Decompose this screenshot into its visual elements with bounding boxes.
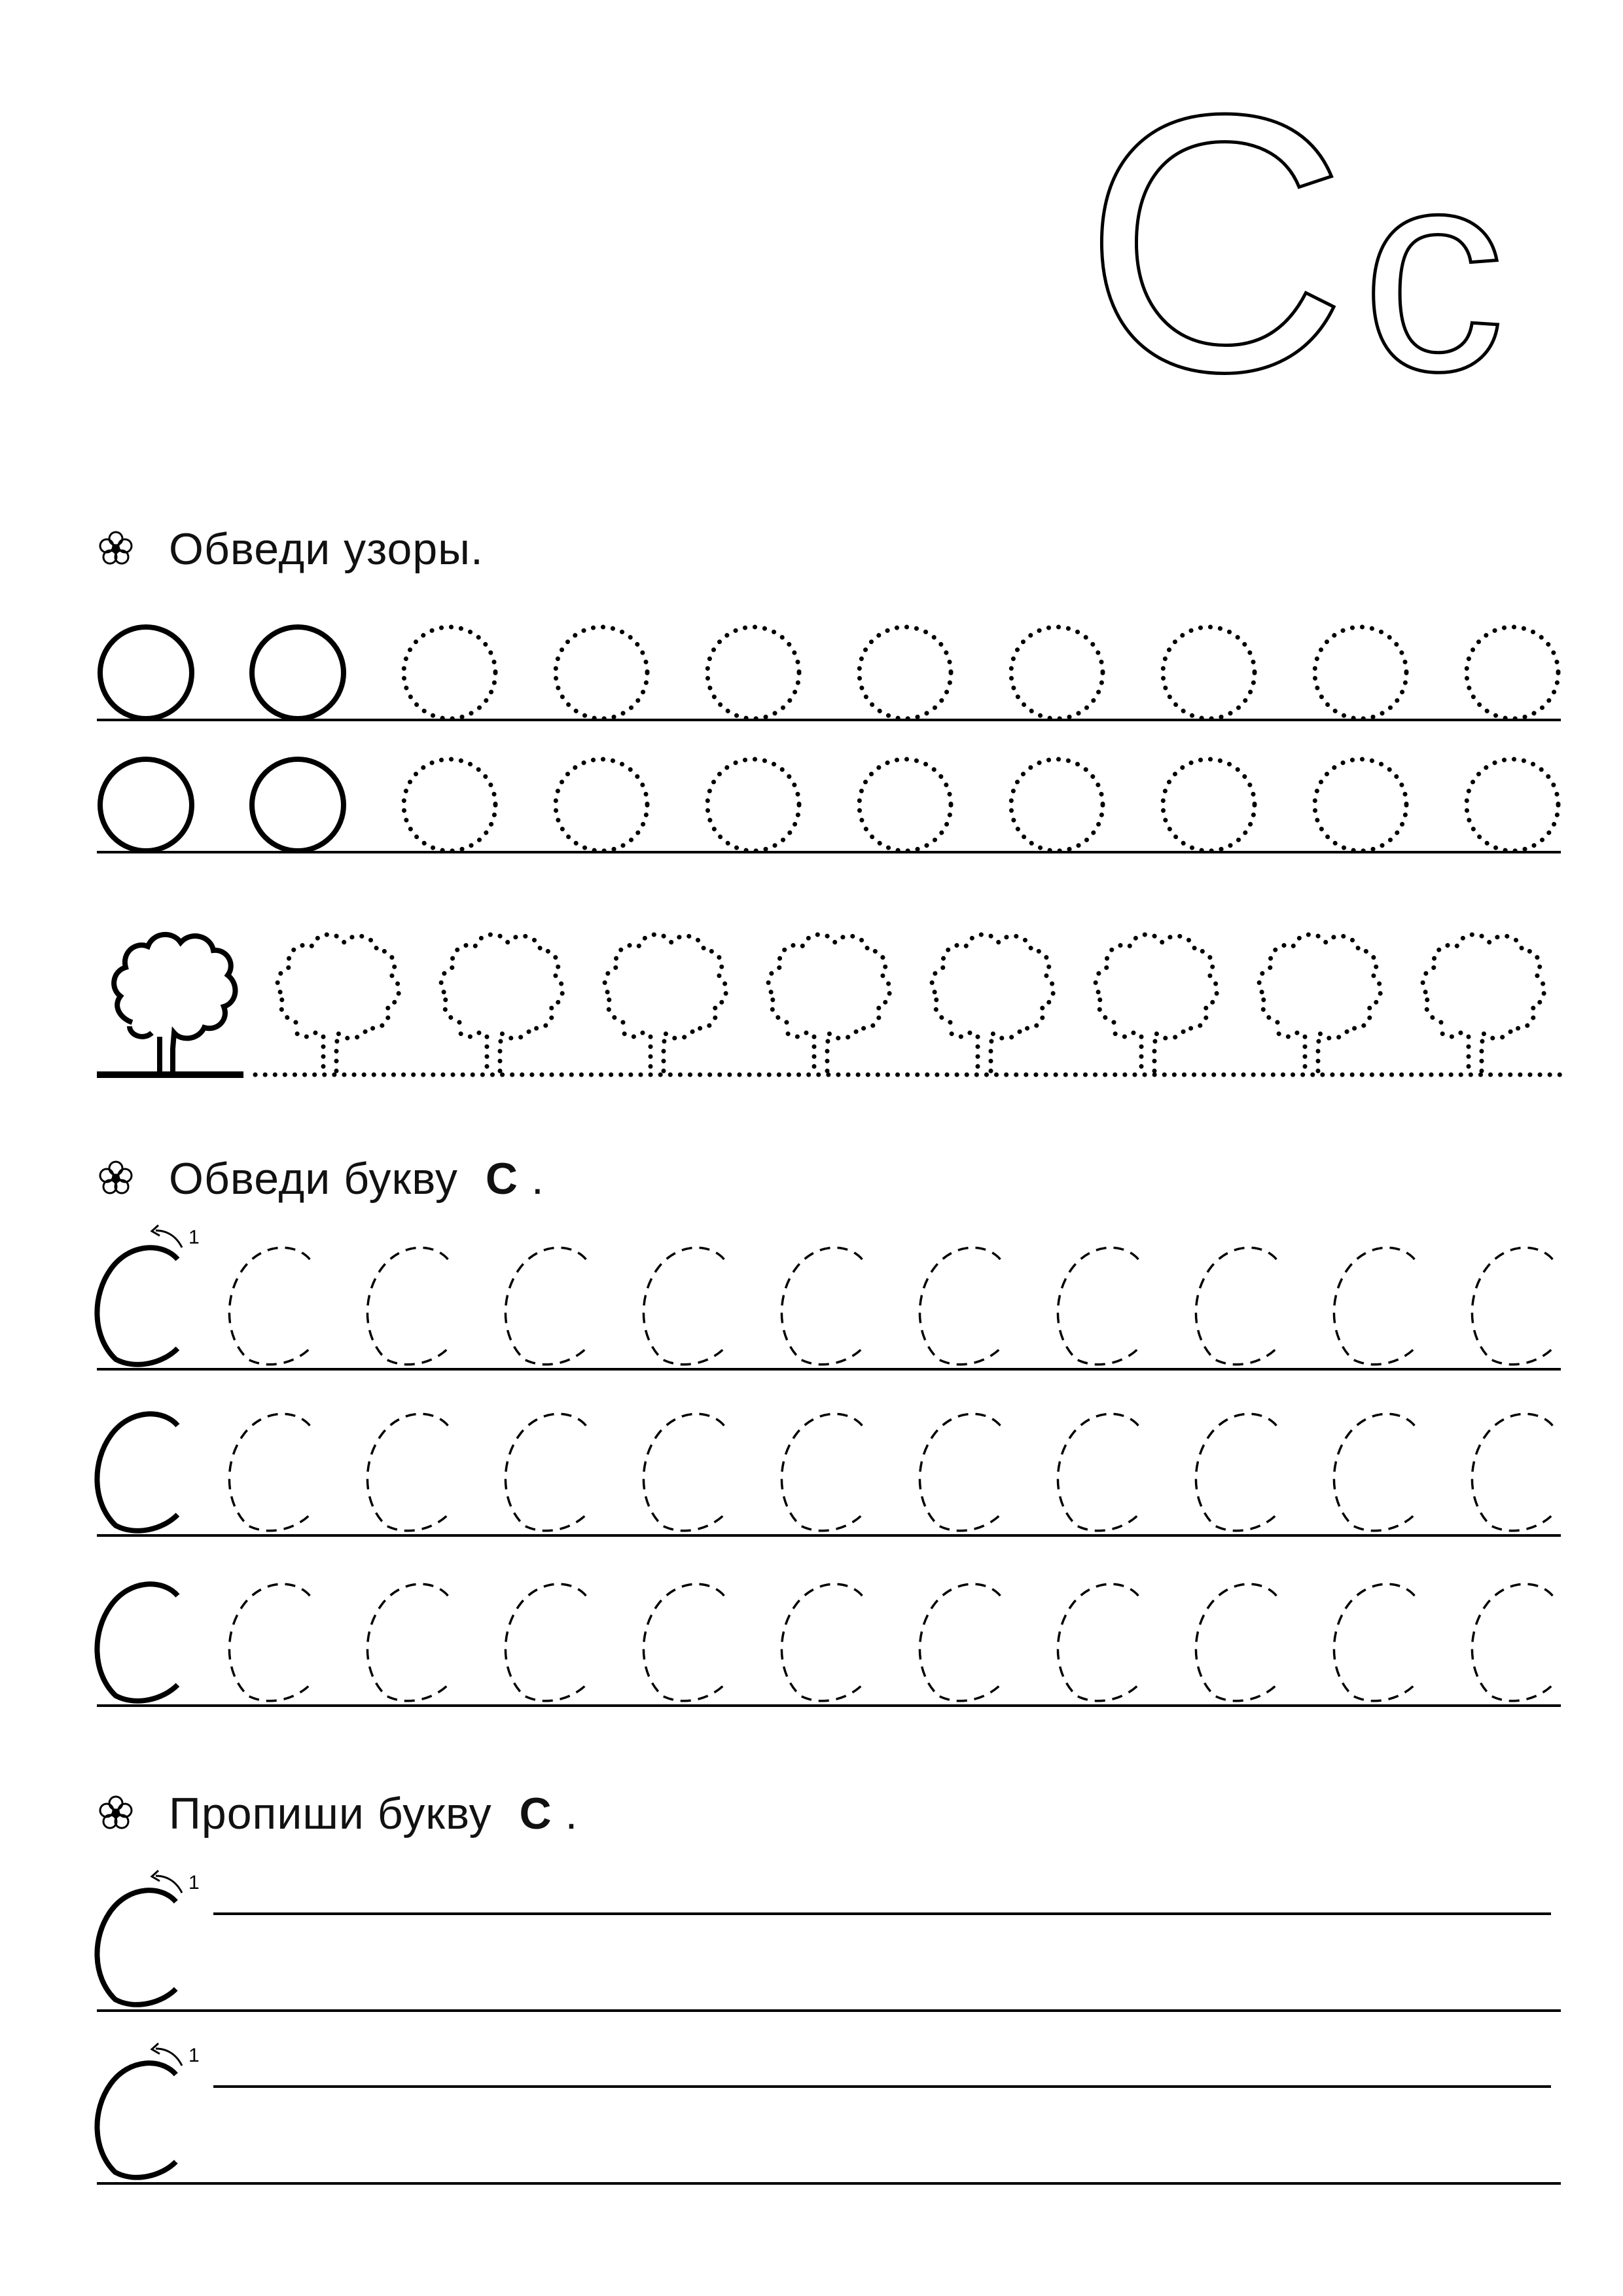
trace-letter[interactable]	[1058, 1584, 1138, 1700]
trace-tree[interactable]	[605, 935, 726, 1075]
sample-letter	[97, 1890, 175, 2005]
trace-letter[interactable]	[229, 1414, 310, 1530]
sample-letter	[97, 1247, 177, 1364]
trace-circle[interactable]	[556, 759, 647, 851]
trace-letter[interactable]	[1334, 1247, 1414, 1364]
flower-icon	[100, 1797, 132, 1828]
trace-letter[interactable]	[229, 1247, 310, 1364]
trace-tree[interactable]	[277, 935, 399, 1075]
trace-letter[interactable]	[781, 1414, 862, 1530]
header-letter-upper: C	[1083, 38, 1348, 448]
header-letter-lower: c	[1361, 110, 1505, 431]
sample-letter	[97, 1584, 177, 1700]
svg-text:Пропиши букву С .	[169, 1789, 578, 1839]
trace-letter[interactable]	[1058, 1247, 1138, 1364]
flower-icon	[100, 532, 132, 564]
flower-icon	[100, 1162, 132, 1193]
trace-letter-row	[97, 1584, 1561, 1706]
sample-letter	[97, 1414, 177, 1530]
trace-letter[interactable]	[643, 1584, 724, 1700]
section-patterns-text: Обведи узоры.	[169, 524, 484, 574]
trace-circle[interactable]	[1163, 759, 1255, 851]
trace-tree[interactable]	[441, 935, 562, 1075]
svg-text:Обведи букву С .	[169, 1154, 544, 1204]
trace-letter[interactable]	[781, 1247, 862, 1364]
trace-circle[interactable]	[1467, 759, 1558, 851]
trace-circle[interactable]	[1011, 759, 1103, 851]
stroke-order-number: 1	[188, 2045, 200, 2066]
trace-letter[interactable]	[505, 1247, 586, 1364]
trace-letter-rows	[97, 1225, 1561, 1706]
trace-circle[interactable]	[1011, 627, 1103, 719]
trace-letter-row	[97, 1414, 1561, 1535]
write-letter-rows	[97, 1871, 1561, 2183]
trace-letter[interactable]	[1196, 1584, 1276, 1700]
writing-line[interactable]	[97, 1871, 1561, 2011]
section-patterns-heading	[100, 524, 484, 574]
trace-circle[interactable]	[1163, 627, 1255, 719]
section-trace-text: Обведи букву	[169, 1154, 458, 1204]
section-write-tail: .	[565, 1789, 579, 1839]
trace-letter[interactable]	[781, 1584, 862, 1700]
trace-circle[interactable]	[707, 627, 799, 719]
trace-circle[interactable]	[859, 627, 951, 719]
trace-letter[interactable]	[1472, 1584, 1552, 1700]
trace-circle[interactable]	[1315, 759, 1406, 851]
section-write-letter: С	[519, 1789, 552, 1839]
sample-circle	[100, 759, 192, 851]
trace-circle[interactable]	[1315, 627, 1406, 719]
trace-circle[interactable]	[707, 759, 799, 851]
trace-tree[interactable]	[768, 935, 889, 1075]
trace-letter[interactable]	[367, 1414, 448, 1530]
trace-circle[interactable]	[859, 759, 951, 851]
trace-circle[interactable]	[404, 627, 495, 719]
trace-letter[interactable]	[1058, 1414, 1138, 1530]
section-write-heading	[100, 1789, 578, 1839]
trace-letter[interactable]	[643, 1414, 724, 1530]
trace-letter[interactable]	[919, 1414, 1000, 1530]
trace-letter[interactable]	[643, 1247, 724, 1364]
trace-tree[interactable]	[1259, 935, 1380, 1075]
trace-circle[interactable]	[556, 627, 647, 719]
trace-tree[interactable]	[932, 935, 1053, 1075]
stroke-order-arrow	[152, 1225, 200, 1248]
section-trace-heading	[100, 1154, 544, 1204]
section-write-text: Пропиши букву	[169, 1789, 492, 1839]
writing-line[interactable]	[97, 2043, 1561, 2183]
trace-letter[interactable]	[1334, 1584, 1414, 1700]
sample-letter	[97, 2063, 175, 2178]
section-trace-letter: С	[485, 1154, 518, 1204]
trace-circle[interactable]	[404, 759, 495, 851]
sample-circle	[252, 627, 344, 719]
trace-letter[interactable]	[919, 1584, 1000, 1700]
trace-letter[interactable]	[1472, 1247, 1552, 1364]
circle-row	[97, 627, 1561, 720]
sample-circle	[100, 627, 192, 719]
trace-letter[interactable]	[367, 1584, 448, 1700]
circle-row	[97, 759, 1561, 852]
trace-letter[interactable]	[229, 1584, 310, 1700]
header-letters	[1083, 38, 1505, 448]
sample-tree	[114, 935, 235, 1075]
tree-pattern-row	[97, 935, 1561, 1075]
sample-circle	[252, 759, 344, 851]
trace-circle[interactable]	[1467, 627, 1558, 719]
trace-tree[interactable]	[1423, 935, 1544, 1075]
trace-letter[interactable]	[919, 1247, 1000, 1364]
trace-letter-row	[97, 1225, 1561, 1369]
trace-letter[interactable]	[1196, 1414, 1276, 1530]
trace-letter[interactable]	[1196, 1247, 1276, 1364]
trace-letter[interactable]	[1472, 1414, 1552, 1530]
stroke-order-number: 1	[188, 1227, 200, 1248]
trace-tree[interactable]	[1096, 935, 1217, 1075]
stroke-order-number: 1	[188, 1872, 200, 1893]
circle-pattern-rows	[97, 627, 1561, 852]
trace-letter[interactable]	[505, 1584, 586, 1700]
trace-letter[interactable]	[1334, 1414, 1414, 1530]
trace-letter[interactable]	[505, 1414, 586, 1530]
trace-letter[interactable]	[367, 1247, 448, 1364]
section-trace-tail: .	[531, 1154, 544, 1204]
